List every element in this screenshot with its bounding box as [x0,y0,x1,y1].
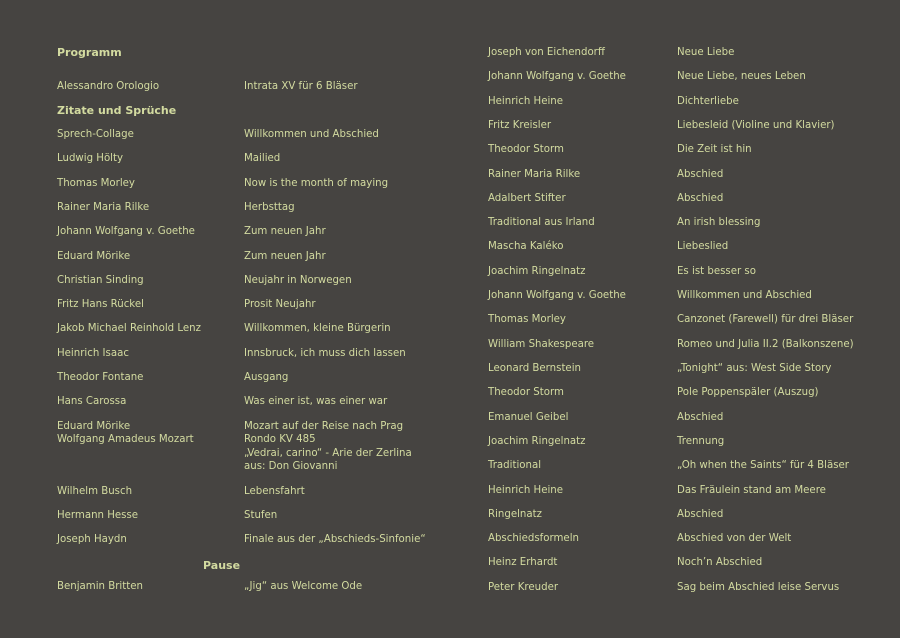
left-composer: Jakob Michael Reinhold Lenz [57,323,201,334]
right-title: Liebeslied [677,241,729,252]
left-title: Zum neuen Jahr [244,226,326,237]
right-composer: Heinz Erhardt [488,557,558,568]
right-composer: Theodor Storm [488,387,564,398]
left-composer: Eduard Mörike [57,251,131,262]
right-composer: Joachim Ringelnatz [488,266,586,277]
right-composer: Ringelnatz [488,509,542,520]
left-title: Ausgang [244,372,289,383]
right-title: Canzonet (Farewell) für drei Bläser [677,314,854,325]
right-title: Abschied [677,412,724,423]
left-title: Willkommen und Abschied [244,129,379,140]
left-composer: Johann Wolfgang v. Goethe [57,226,195,237]
right-composer: Traditional aus Irland [488,217,595,228]
left-composer: Hermann Hesse [57,510,139,521]
left-title: Mailied [244,153,281,164]
right-title: Sag beim Abschied leise Servus [677,582,840,593]
right-composer: Thomas Morley [488,314,566,325]
left-title: Willkommen, kleine Bürgerin [244,323,391,334]
left-composer: Theodor Fontane [57,372,144,383]
right-title: Neue Liebe [677,47,735,58]
left-title: Lebensfahrt [244,486,305,497]
right-composer: Heinrich Heine [488,96,564,107]
left-title: Stufen [244,510,278,521]
right-title: Dichterliebe [677,96,739,107]
left-composer: Ludwig Hölty [57,153,124,164]
right-title: Trennung [677,436,725,447]
right-title: „Oh when the Saints“ für 4 Bläser [677,460,849,471]
after-pause-composer: Benjamin Britten [57,581,143,592]
right-title: An irish blessing [677,217,761,228]
right-title: Willkommen und Abschied [677,290,812,301]
left-composer: Fritz Hans Rückel [57,299,144,310]
left-composer: Rainer Maria Rilke [57,202,150,213]
left-composer: Wilhelm Busch [57,486,133,497]
left-title: Zum neuen Jahr [244,251,326,262]
right-composer: Theodor Storm [488,144,564,155]
right-title: Abschied [677,169,724,180]
left-composer: Joseph Haydn [57,534,127,545]
right-composer: Abschiedsformeln [488,533,579,544]
pause-heading: Pause [203,559,241,572]
right-composer: Peter Kreuder [488,582,559,593]
right-title: Abschied von der Welt [677,533,792,544]
left-title-multiline: Mozart auf der Reise nach Prag Rondo KV 485 „Vedrai, carino“ - Arie der Zerlina aus: Don Giovanni [244,421,412,473]
left-title: Was einer ist, was einer war [244,396,388,407]
left-title: Innsbruck, ich muss dich lassen [244,348,406,359]
left-composer: Heinrich Isaac [57,348,129,359]
right-title: Das Fräulein stand am Meere [677,485,826,496]
right-composer: Fritz Kreisler [488,120,552,131]
right-composer: Johann Wolfgang v. Goethe [488,71,626,82]
right-title: Abschied [677,509,724,520]
intro-title: Intrata XV für 6 Bläser [244,81,358,92]
intro-composer: Alessandro Orologio [57,81,160,92]
left-title: Finale aus der „Abschieds-Sinfonie“ [244,534,426,545]
right-title: Pole Poppenspäler (Auszug) [677,387,819,398]
right-title: Die Zeit ist hin [677,144,752,155]
after-pause-title: „Jig“ aus Welcome Ode [244,581,363,592]
right-title: Abschied [677,193,724,204]
left-composer-multiline: Eduard Mörike Wolfgang Amadeus Mozart [57,421,194,446]
right-composer: Joachim Ringelnatz [488,436,586,447]
left-composer: Christian Sinding [57,275,144,286]
left-title: Neujahr in Norwegen [244,275,352,286]
right-title: Noch’n Abschied [677,557,763,568]
right-title: Romeo und Julia II.2 (Balkonszene) [677,339,854,350]
right-composer: Leonard Bernstein [488,363,581,374]
section-subheading: Zitate und Sprüche [57,104,177,117]
left-title: Now is the month of maying [244,178,389,189]
right-composer: Heinrich Heine [488,485,564,496]
right-composer: Joseph von Eichendorff [488,47,605,58]
right-title: Es ist besser so [677,266,756,277]
right-composer: Adalbert Stifter [488,193,566,204]
right-composer: Traditional [488,460,542,471]
right-composer: Johann Wolfgang v. Goethe [488,290,626,301]
left-composer: Thomas Morley [57,178,135,189]
right-composer: Rainer Maria Rilke [488,169,581,180]
program-heading: Programm [57,46,122,59]
right-composer: Emanuel Geibel [488,412,569,423]
right-composer: William Shakespeare [488,339,595,350]
left-title: Prosit Neujahr [244,299,316,310]
left-title: Herbsttag [244,202,295,213]
left-composer: Hans Carossa [57,396,127,407]
right-title: Neue Liebe, neues Leben [677,71,806,82]
left-composer: Sprech-Collage [57,129,134,140]
right-composer: Mascha Kaléko [488,241,564,252]
right-title: Liebesleid (Violine und Klavier) [677,120,835,131]
right-title: „Tonight“ aus: West Side Story [677,363,832,374]
